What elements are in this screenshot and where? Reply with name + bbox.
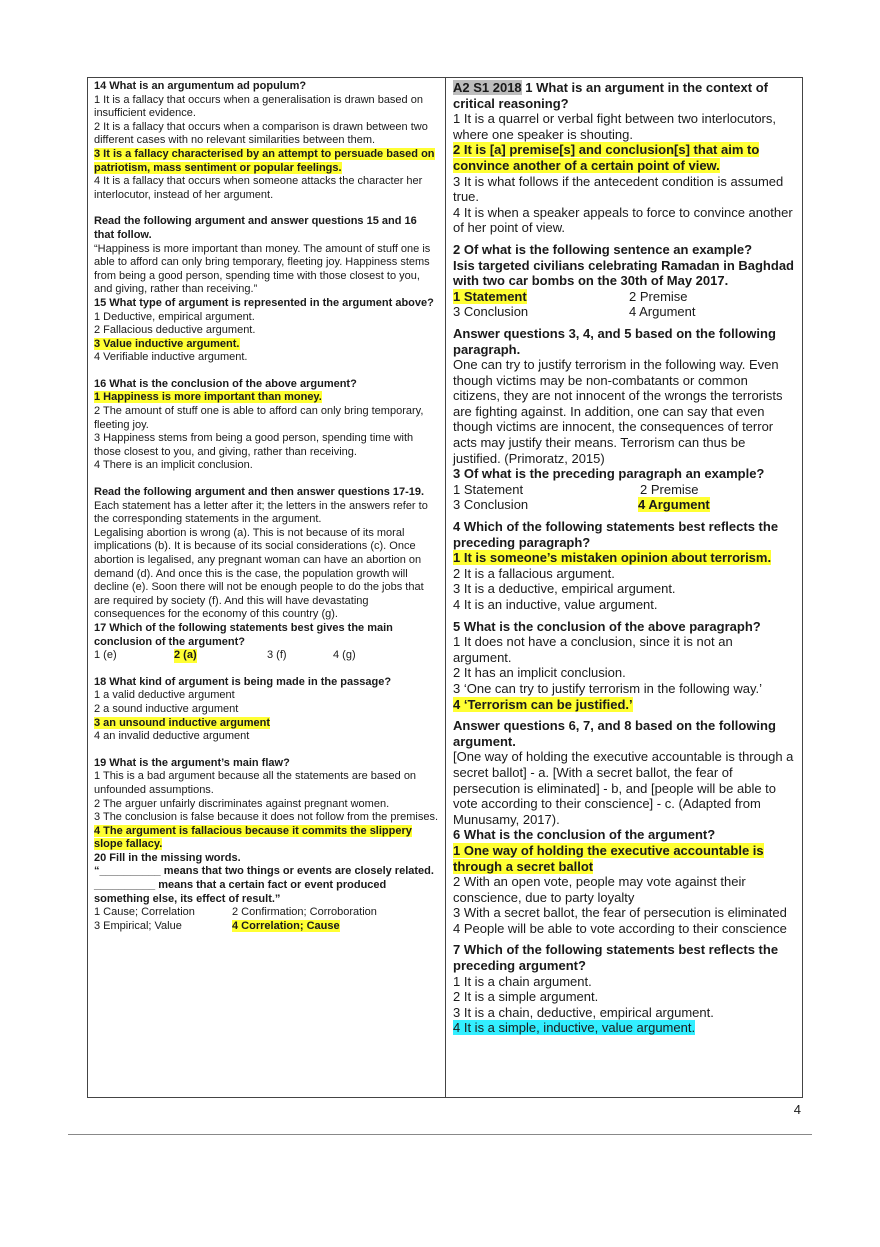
q5-question: 5 What is the conclusion of the above paragraph? [453,618,761,634]
q17-option-2-answer: 2 (a) [174,649,197,662]
q2-options-row-1 [453,289,794,305]
page-number: 4 [793,1102,801,1117]
q6-passage: [One way of holding the executive accountable is through a secret ballot] - a. [With a secret ballot, the fear of persecution is eliminated] - b, and [people will be able to vote according to their conscience] - c. (Adapted from Munusamy, 2017). [453,749,794,827]
q15-passage: “Happiness is more important than money. The amount of stuff one is able to afford can only bring temporary, fleeting joy. Happiness stems from being a good person, spending time with those closest to you, and giving, rather than receiving.” [94,242,431,296]
q20-option-4-answer: 4 Correlation; Cause [232,919,340,932]
q15-option-4: 4 Verifiable inductive argument. [94,351,248,364]
q18-option-4: 4 an invalid deductive argument [94,730,250,743]
q19-option-4-answer: 4 The argument is fallacious because it commits the slippery slope fallacy. [94,824,412,851]
q6-option-4: 4 People will be able to vote according to their conscience [453,920,787,936]
q20-prompt: “__________ means that two things or events are closely related. __________ means that a certain fact or event produced something else, its effect of result.” [94,865,434,905]
q15-option-3-answer: 3 Value inductive argument. [94,337,240,350]
q4-option-3: 3 It is a deductive, empirical argument. [453,581,676,597]
q6-question: 6 What is the conclusion of the argument? [453,827,716,843]
q20-options-row-2 [94,920,439,934]
q20-option-2: 2 Confirmation; Corroboration [232,906,377,919]
q2-option-1-answer: 1 Statement [453,288,527,304]
q17-options [94,649,439,663]
q3-option-2: 2 Premise [640,481,699,497]
q2-question: 2 Of what is the following sentence an example? [453,241,753,257]
q1-question: A2 S1 2018 1 What is an argument in the context of critical reasoning? [453,80,768,111]
q14-option-1: 1 It is a fallacy that occurs when a generalisation is drawn based on insufficient evidence. [94,93,423,120]
q19-option-3: 3 The conclusion is false because it does not follow from the premises. [94,811,439,824]
q16-option-1-answer: 1 Happiness is more important than money. [94,391,322,404]
q17-option-3: 3 (f) [267,649,287,662]
q15-option-1: 1 Deductive, empirical argument. [94,310,255,323]
q7-option-1: 1 It is a chain argument. [453,973,592,989]
q14-question: 14 What is an argumentum ad populum? [94,80,307,92]
q14-option-2: 2 It is a fallacy that occurs when a comparison is drawn between two different cases with no relevant similarities between them. [94,120,428,147]
q17-intro [94,486,439,527]
q18-question: 18 What kind of argument is being made in the passage? [94,675,392,688]
q6-intro: Answer questions 6, 7, and 8 based on the following argument. [453,718,776,749]
q1-option-3: 3 It is what follows if the antecedent condition is assumed true. [453,173,784,205]
q3-options-row-1 [453,482,794,498]
qa-table [87,77,803,1098]
q15-question: 15 What type of argument is represented in the argument above? [94,296,434,309]
q16-question: 16 What is the conclusion of the above argument? [94,377,357,390]
q18-option-2: 2 a sound inductive argument [94,702,239,715]
q6-option-2: 2 With an open vote, people may vote against their conscience, due to party loyalty [453,874,746,905]
q3-intro: Answer questions 3, 4, and 5 based on the following paragraph. [453,325,776,357]
q3-question: 3 Of what is the preceding paragraph an example? [453,466,765,482]
q2-option-3: 3 Conclusion [453,304,529,320]
q15-intro: Read the following argument and answer questions 15 and 16 that follow. [94,215,417,241]
q17-passage: Legalising abortion is wrong (a). This is not because of its moral implications (b). It is because of its social considerations (c). Once abortion is legalised, any pregnant woman can have an abortion on demand (d). And once this is the case, the population growth will decline (e). Soon there will not be enough people to do the jobs that are required by society (f). And this will have devastating consequences for the economy of this country (g). [94,526,424,621]
q16-option-2: 2 The amount of stuff one is able to afford can only bring temporary, fleeting joy. [94,405,424,431]
q2-option-2: 2 Premise [629,288,688,304]
q6-option-1-answer: 1 One way of holding the executive accountable is through a secret ballot [453,842,764,874]
right-column [446,78,802,1097]
q2-option-4: 4 Argument [629,304,696,320]
q17-option-1: 1 (e) [94,649,117,662]
assignment-tag: A2 S1 2018 [453,80,522,95]
q17-option-4: 4 (g) [333,649,356,662]
q3-passage: One can try to justify terrorism in the following way. Even though victims may be non-combatants or common citizens, they are not innocent of the wrongs the terrorists are fighting against. In addition, one can say that even though victims are innocent, the consequences of terror acts may justify their means. Terrorism can thus be justified. (Primoratz, 2015) [453,357,783,466]
footer-divider [68,1134,812,1135]
q4-option-1-answer: 1 It is someone’s mistaken opinion about terrorism. [453,550,772,566]
q19-option-1: 1 This is a bad argument because all the statements are based on unfounded assumptions. [94,770,417,796]
q2-sentence: Isis targeted civilians celebrating Ramadan in Baghdad with two car bombs on the 30th of May 2017. [453,257,794,289]
q17-question: 17 Which of the following statements best gives the main conclusion of the argument? [94,621,393,648]
q2-options-row-2 [453,304,794,320]
q5-option-2: 2 It has an implicit conclusion. [453,665,626,681]
q7-option-3: 3 It is a chain, deductive, empirical argument. [453,1004,714,1020]
q4-option-4: 4 It is an inductive, value argument. [453,597,658,612]
q19-option-2: 2 The arguer unfairly discriminates against pregnant women. [94,797,390,810]
q17-intro-bold: Read the following argument and then answer questions 17-19. [94,486,425,499]
q6-option-3: 3 With a secret ballot, the fear of persecution is eliminated [453,905,787,921]
q5-option-4-answer: 4 ‘Terrorism can be justified.’ [453,696,633,712]
q5-option-1: 1 It does not have a conclusion, since it is not an argument. [453,634,733,665]
q18-option-1: 1 a valid deductive argument [94,689,235,702]
q4-question: 4 Which of the following statements best reflects the preceding paragraph? [453,519,779,550]
q3-option-4-answer: 4 Argument [638,497,710,513]
q1-option-4: 4 It is when a speaker appeals to force to convince another of her point of view. [453,204,793,236]
q18-option-3-answer: 3 an unsound inductive argument [94,716,271,729]
q16-option-3: 3 Happiness stems from being a good person, spending time with those closest to you, and giving, rather than receiving. [94,432,414,458]
q20-option-3: 3 Empirical; Value [94,919,182,932]
q14-option-3-answer: 3 It is a fallacy characterised by an attempt to persuade based on patriotism, mass sentiment or popular feelings. [94,147,435,174]
q7-option-4-answer: 4 It is a simple, inductive, value argument. [453,1020,696,1036]
q20-option-1: 1 Cause; Correlation [94,906,195,919]
q16-option-4: 4 There is an implicit conclusion. [94,459,253,472]
left-column [88,78,446,1097]
q7-question: 7 Which of the following statements best reflects the preceding argument? [453,942,779,974]
q4-option-2: 2 It is a fallacious argument. [453,565,615,581]
q20-question: 20 Fill in the missing words. [94,851,241,864]
q3-option-3: 3 Conclusion [453,497,529,513]
q15-option-2: 2 Fallacious deductive argument. [94,324,256,337]
q7-option-2: 2 It is a simple argument. [453,989,599,1005]
q5-option-3: 3 ‘One can try to justify terrorism in the following way.’ [453,680,762,696]
q1-option-1: 1 It is a quarrel or verbal fight between two interlocutors, where one speaker is shouting. [453,111,776,142]
q3-option-1: 1 Statement [453,481,524,497]
q17-intro-rest: Each statement has a letter after it; the letters in the answers refer to the corresponding statements in the argument. [94,499,428,526]
q3-options-row-2 [453,497,794,513]
q20-options-row-1 [94,906,439,920]
q19-question: 19 What is the argument’s main flaw? [94,756,290,769]
q14-option-4: 4 It is a fallacy that occurs when someone attacks the character her interlocutor, instead of her argument. [94,175,423,201]
q1-option-2-answer: 2 It is [a] premise[s] and conclusion[s] that aim to convince another of a certain point of view. [453,142,760,173]
